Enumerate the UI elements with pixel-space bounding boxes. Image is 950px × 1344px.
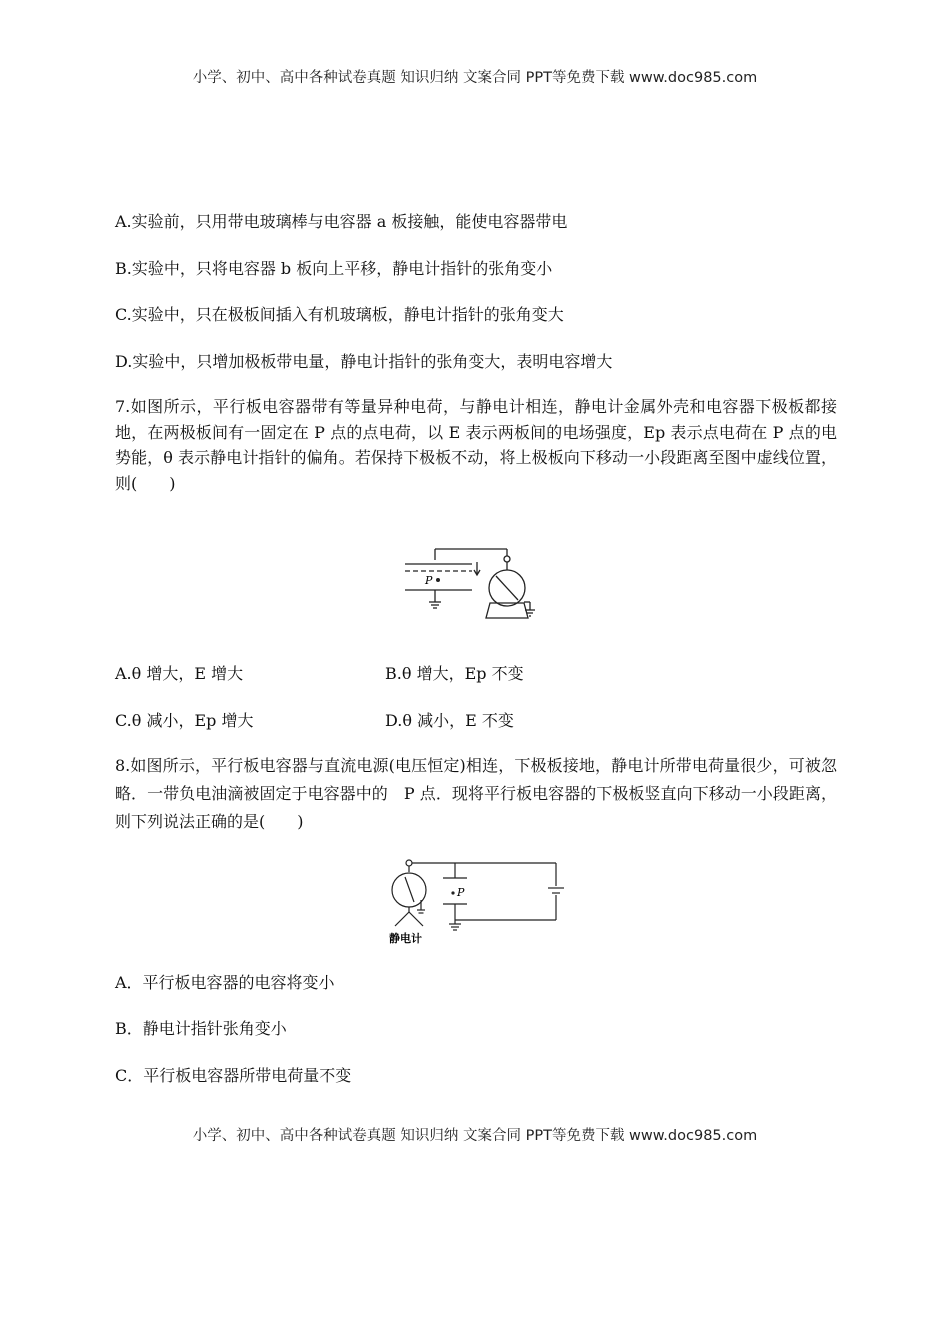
q7-stem: 7.如图所示，平行板电容器带有等量异种电荷，与静电计相连，静电计金属外壳和电容器下极板都接地，在两极板间有一固定在 P 点的点电荷，以 E 表示两板间的电场强度，Ep 表示点电荷在 P 点的电势能，θ 表示静电计指针的偏角。若保持下极板不动，将上极板向下移动一小段距离至图中虚线位置，则( ) bbox=[115, 397, 837, 493]
q7-option-a: A.θ 增大，E 增大 bbox=[115, 664, 244, 683]
q7-option-c: C.θ 减小，Ep 增大 bbox=[115, 711, 254, 730]
q6-option-d: D.实验中，只增加极板带电量，静电计指针的张角变大，表明电容增大 bbox=[115, 352, 613, 371]
oil-drop-dot bbox=[451, 891, 454, 894]
q8-option-a: A．平行板电容器的电容将变小 bbox=[115, 973, 335, 992]
q8-stem: 8.如图所示，平行板电容器与直流电源(电压恒定)相连，下极板接地，静电计所带电荷量很少，可被忽略．一带负电油滴被固定于电容器中的 P 点．现将平行板电容器的下极板竖直向下移动一小段距离，则下列说法正确的是( ) bbox=[115, 756, 837, 831]
page-footer: 小学、初中、高中各种试卷真题 知识归纳 文案合同 PPT等免费下载 www.doc985.com bbox=[192, 1128, 758, 1144]
point-charge-dot bbox=[436, 578, 440, 582]
q8-option-c: C．平行板电容器所带电荷量不变 bbox=[115, 1066, 352, 1085]
q7-option-b: B.θ 增大，Ep 不变 bbox=[385, 664, 524, 683]
q7-option-d: D.θ 减小，E 不变 bbox=[385, 711, 514, 730]
page-header: 小学、初中、高中各种试卷真题 知识归纳 文案合同 PPT等免费下载 www.doc985.com bbox=[192, 70, 758, 86]
q8-circuit-figure bbox=[380, 856, 565, 946]
q8-figure-caption: 静电计 bbox=[389, 932, 422, 945]
q6-option-a: A.实验前，只用带电玻璃棒与电容器 a 板接触，能使电容器带电 bbox=[115, 212, 568, 231]
q7-figure-label-p: P bbox=[425, 574, 433, 587]
q6-option-b: B.实验中，只将电容器 b 板向上平移，静电计指针的张角变小 bbox=[115, 259, 553, 278]
q8-option-b: B．静电计指针张角变小 bbox=[115, 1019, 287, 1038]
q6-option-c: C.实验中，只在极板间插入有机玻璃板，静电计指针的张角变大 bbox=[115, 305, 564, 324]
q7-capacitor-electroscope-figure bbox=[400, 540, 550, 624]
q8-figure-label-p: P bbox=[457, 886, 465, 899]
